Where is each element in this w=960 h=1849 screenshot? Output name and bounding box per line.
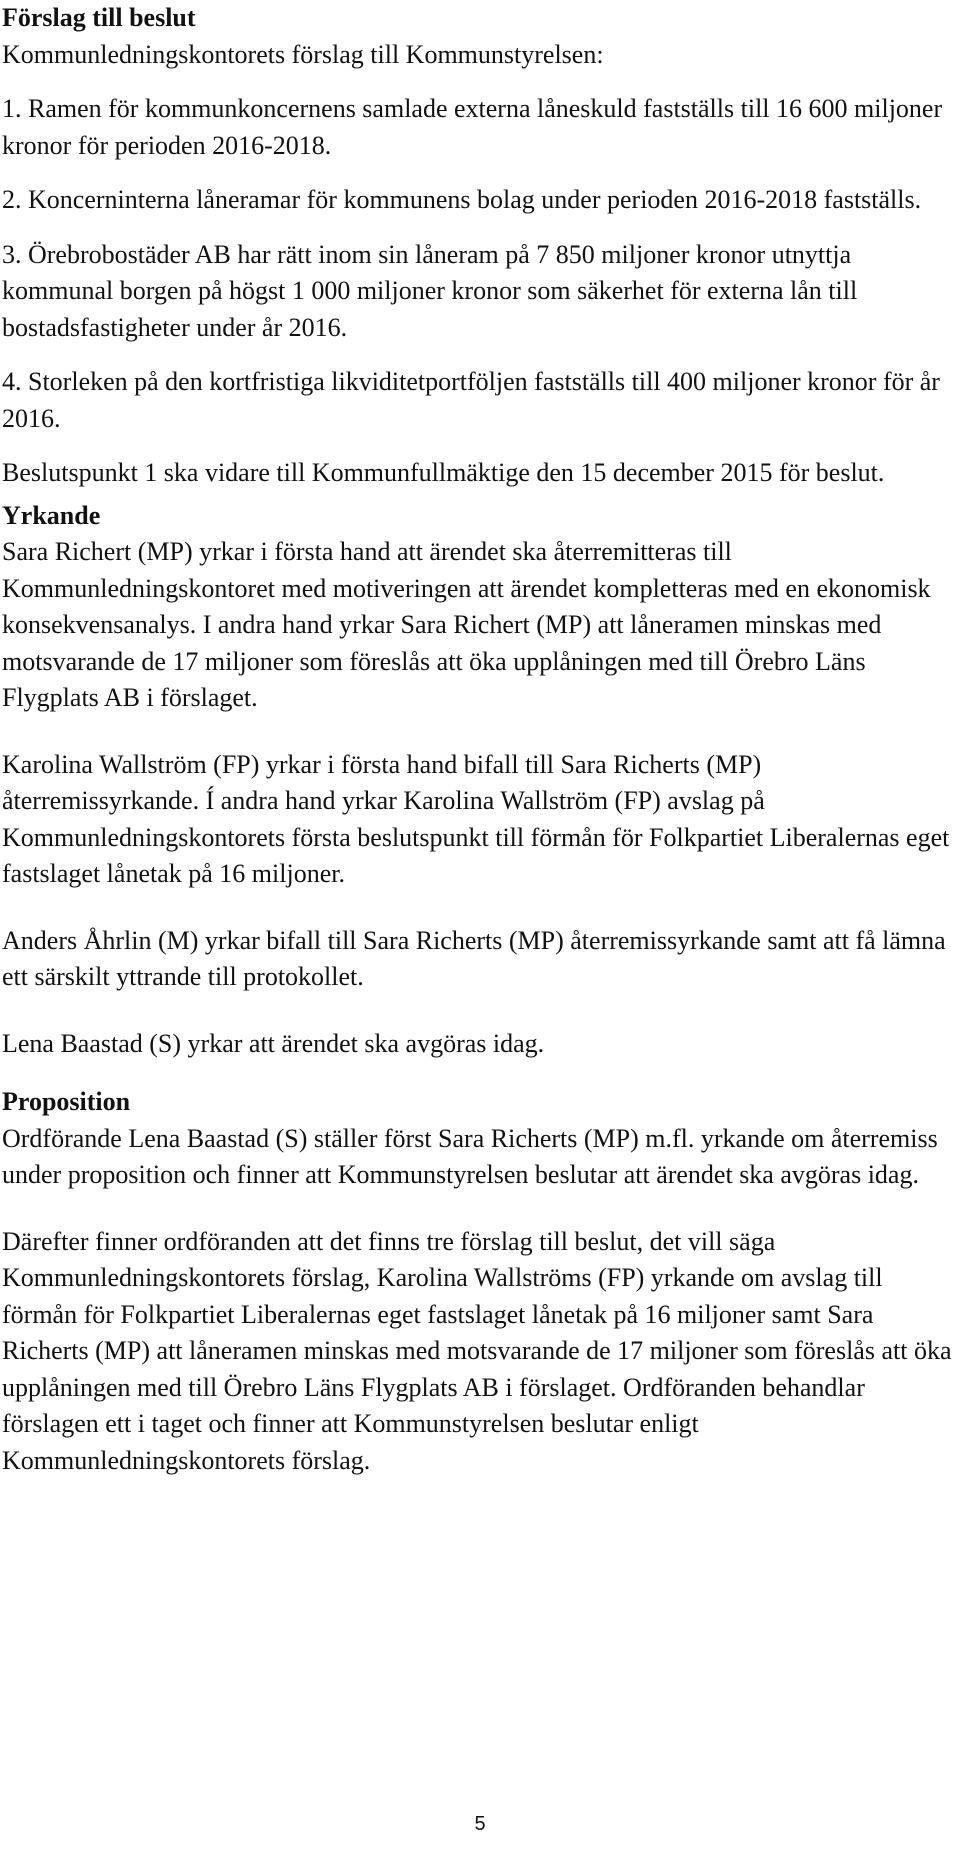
forslag-item-2: 2. Koncerninterna låneramar för kommunens bolag under perioden 2016-2018 fastställs. bbox=[2, 185, 922, 214]
forslag-intro: Kommunledningskontorets förslag till Kommunstyrelsen: bbox=[2, 39, 604, 69]
document-page bbox=[2, 0, 952, 1479]
section-heading-forslag: Förslag till beslut bbox=[2, 3, 196, 32]
proposition-paragraph-1: Ordförande Lena Baastad (S) ställer först Sara Richerts (MP) m.fl. yrkande om återremiss under proposition och finner att Kommunstyrelsen beslutar att ärendet ska avgöras idag. bbox=[2, 1123, 938, 1189]
section-heading-proposition: Proposition bbox=[2, 1087, 131, 1116]
proposition-paragraph-2: Därefter finner ordföranden att det finns tre förslag till beslut, det vill säga Kommunledningskontorets förslag, Karolina Wallströms (FP) yrkande om avslag till förmån för Folkpartiet Liberalernas eget fastslaget lånetak på 16 miljoner samt Sara Richerts (MP) att låneramen minskas med motsvarande de 17 miljoner som föreslås att öka upplåningen med till Örebro Läns Flygplats AB i förslaget. Ordföranden behandlar förslagen ett i taget och finner att Kommunstyrelsen beslutar enligt Kommunledningskontorets förslag. bbox=[2, 1226, 952, 1475]
section-heading-yrkande: Yrkande bbox=[2, 500, 101, 530]
forslag-note: Beslutspunkt 1 ska vidare till Kommunfullmäktige den 15 december 2015 för beslut. bbox=[2, 458, 885, 487]
forslag-item-3: 3. Örebrobostäder AB har rätt inom sin låneram på 7 850 miljoner kronor utnyttja kommunal borgen på högst 1 000 miljoner kronor som säkerhet för externa lån till bostadsfastigheter under år 2016. bbox=[2, 239, 858, 342]
yrkande-paragraph-3: Anders Åhrlin (M) yrkar bifall till Sara Richerts (MP) återremissyrkande samt att få lämna ett särskilt yttrande till protokollet. bbox=[2, 925, 946, 991]
yrkande-paragraph-2: Karolina Wallström (FP) yrkar i första hand bifall till Sara Richerts (MP) återremissyrkande. Í andra hand yrkar Karolina Wallström (FP) avslag på Kommunledningskontorets första beslutspunkt till förmån för Folkpartiet Liberalernas eget fastslaget lånetak på 16 miljoner. bbox=[2, 749, 950, 888]
page-number: 5 bbox=[474, 1813, 486, 1835]
yrkande-paragraph-4: Lena Baastad (S) yrkar att ärendet ska avgöras idag. bbox=[2, 1028, 545, 1058]
forslag-item-1: 1. Ramen för kommunkoncernens samlade externa låneskuld fastställs till 16 600 miljoner kronor för perioden 2016-2018. bbox=[2, 94, 943, 160]
yrkande-paragraph-1: Sara Richert (MP) yrkar i första hand att ärendet ska återremitteras till Kommunledningskontoret med motiveringen att ärendet kompletteras med en ekonomisk konsekvensanalys. I andra hand yrkar Sara Richert (MP) att låneramen minskas med motsvarande de 17 miljoner som föreslås att öka upplåningen med till Örebro Läns Flygplats AB i förslaget. bbox=[2, 537, 931, 712]
forslag-item-4: 4. Storleken på den kortfristiga likviditetportföljen fastställs till 400 miljoner kronor för år 2016. bbox=[2, 367, 940, 433]
